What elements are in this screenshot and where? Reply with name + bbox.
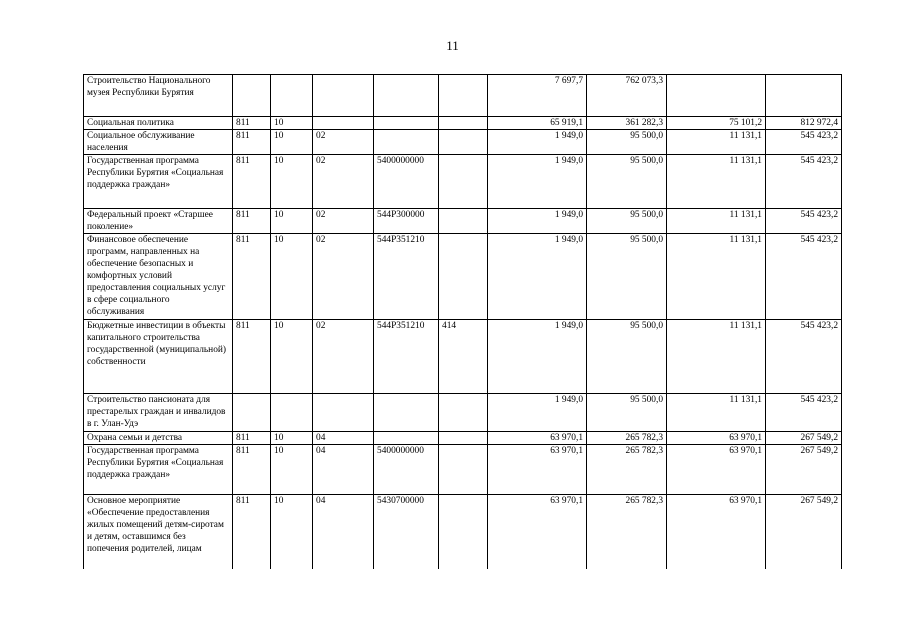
- item-name: Охрана семьи и детства: [84, 432, 233, 445]
- grbs-code: 811: [233, 130, 271, 155]
- amount-col-3: 11 131,1: [667, 234, 766, 320]
- expense-type-code: [439, 234, 488, 320]
- expense-type-code: [439, 209, 488, 234]
- amount-col-1: 65 919,1: [488, 117, 587, 130]
- page-number: 11: [446, 38, 459, 53]
- grbs-code: 811: [233, 155, 271, 209]
- grbs-code: [233, 394, 271, 432]
- amount-col-4: 545 423,2: [766, 234, 842, 320]
- amount-col-1: 1 949,0: [488, 394, 587, 432]
- table-row: [84, 234, 842, 320]
- target-article-code: 544P300000: [374, 209, 439, 234]
- expense-type-code: [439, 75, 488, 117]
- expense-type-code: [439, 155, 488, 209]
- target-article-code: [374, 394, 439, 432]
- grbs-code: 811: [233, 432, 271, 445]
- section-code: 10: [271, 320, 313, 394]
- amount-col-1: 1 949,0: [488, 209, 587, 234]
- table-row: [84, 320, 842, 394]
- section-code: 10: [271, 234, 313, 320]
- amount-col-2: 95 500,0: [587, 130, 667, 155]
- amount-col-1: 7 697,7: [488, 75, 587, 117]
- expense-type-code: [439, 445, 488, 495]
- item-name: Государственная программа Республики Бурятия «Социальная поддержка граждан»: [84, 445, 233, 495]
- amount-col-1: 1 949,0: [488, 130, 587, 155]
- expense-type-code: [439, 130, 488, 155]
- expense-type-code: [439, 495, 488, 569]
- item-name: Социальное обслуживание населения: [84, 130, 233, 155]
- subsection-code: [313, 75, 374, 117]
- item-name: Основное мероприятие «Обеспечение предоставления жилых помещений детям-сиротам и детям, оставшимся без попечения родителей, лицам: [84, 495, 233, 569]
- expense-type-code: [439, 394, 488, 432]
- amount-col-2: 95 500,0: [587, 155, 667, 209]
- item-name: Финансовое обеспечение программ, направленных на обеспечение безопасных и комфортных условий предоставления социальных услуг в сфере социального обслуживания: [84, 234, 233, 320]
- item-name: Бюджетные инвестиции в объекты капитального строительства государственной (муниципальной) собственности: [84, 320, 233, 394]
- target-article-code: [374, 75, 439, 117]
- item-name: Социальная политика: [84, 117, 233, 130]
- amount-col-2: 762 073,3: [587, 75, 667, 117]
- amount-col-3: 63 970,1: [667, 495, 766, 569]
- amount-col-1: 63 970,1: [488, 432, 587, 445]
- table-row: [84, 495, 842, 569]
- expense-type-code: 414: [439, 320, 488, 394]
- grbs-code: 811: [233, 209, 271, 234]
- section-code: 10: [271, 117, 313, 130]
- target-article-code: [374, 130, 439, 155]
- item-name: Государственная программа Республики Бурятия «Социальная поддержка граждан»: [84, 155, 233, 209]
- grbs-code: [233, 75, 271, 117]
- grbs-code: 811: [233, 117, 271, 130]
- amount-col-2: 95 500,0: [587, 234, 667, 320]
- table-row: [84, 445, 842, 495]
- amount-col-4: 812 972,4: [766, 117, 842, 130]
- section-code: 10: [271, 495, 313, 569]
- subsection-code: 02: [313, 234, 374, 320]
- item-name: Строительство Национального музея Республики Бурятия: [84, 75, 233, 117]
- amount-col-4: 267 549,2: [766, 495, 842, 569]
- budget-table: [83, 74, 842, 569]
- section-code: 10: [271, 155, 313, 209]
- grbs-code: 811: [233, 234, 271, 320]
- subsection-code: [313, 394, 374, 432]
- subsection-code: 04: [313, 432, 374, 445]
- subsection-code: [313, 117, 374, 130]
- section-code: 10: [271, 209, 313, 234]
- target-article-code: [374, 432, 439, 445]
- grbs-code: 811: [233, 320, 271, 394]
- subsection-code: 02: [313, 155, 374, 209]
- amount-col-3: 11 131,1: [667, 394, 766, 432]
- target-article-code: 5400000000: [374, 445, 439, 495]
- subsection-code: 02: [313, 130, 374, 155]
- amount-col-2: 265 782,3: [587, 432, 667, 445]
- amount-col-4: 267 549,2: [766, 432, 842, 445]
- amount-col-4: 545 423,2: [766, 130, 842, 155]
- section-code: 10: [271, 432, 313, 445]
- subsection-code: 04: [313, 495, 374, 569]
- section-code: 10: [271, 445, 313, 495]
- target-article-code: [374, 117, 439, 130]
- table-row: [84, 394, 842, 432]
- amount-col-3: 63 970,1: [667, 432, 766, 445]
- amount-col-3: [667, 75, 766, 117]
- section-code: [271, 394, 313, 432]
- table-row: [84, 209, 842, 234]
- grbs-code: 811: [233, 445, 271, 495]
- table-row: [84, 155, 842, 209]
- table-row: [84, 75, 842, 117]
- amount-col-3: 63 970,1: [667, 445, 766, 495]
- amount-col-2: 265 782,3: [587, 495, 667, 569]
- item-name: Федеральный проект «Старшее поколение»: [84, 209, 233, 234]
- amount-col-4: 545 423,2: [766, 320, 842, 394]
- section-code: 10: [271, 130, 313, 155]
- amount-col-2: 361 282,3: [587, 117, 667, 130]
- amount-col-2: 95 500,0: [587, 320, 667, 394]
- amount-col-4: [766, 75, 842, 117]
- target-article-code: 5430700000: [374, 495, 439, 569]
- amount-col-3: 11 131,1: [667, 130, 766, 155]
- amount-col-3: 11 131,1: [667, 209, 766, 234]
- table-row: [84, 130, 842, 155]
- amount-col-1: 63 970,1: [488, 445, 587, 495]
- amount-col-1: 1 949,0: [488, 155, 587, 209]
- subsection-code: 04: [313, 445, 374, 495]
- amount-col-1: 1 949,0: [488, 234, 587, 320]
- table-row: [84, 117, 842, 130]
- amount-col-2: 265 782,3: [587, 445, 667, 495]
- subsection-code: 02: [313, 320, 374, 394]
- amount-col-4: 267 549,2: [766, 445, 842, 495]
- amount-col-4: 545 423,2: [766, 155, 842, 209]
- expense-type-code: [439, 117, 488, 130]
- target-article-code: 5400000000: [374, 155, 439, 209]
- subsection-code: 02: [313, 209, 374, 234]
- target-article-code: 544P351210: [374, 320, 439, 394]
- amount-col-3: 11 131,1: [667, 155, 766, 209]
- amount-col-4: 545 423,2: [766, 394, 842, 432]
- table-row: [84, 432, 842, 445]
- section-code: [271, 75, 313, 117]
- amount-col-1: 1 949,0: [488, 320, 587, 394]
- grbs-code: 811: [233, 495, 271, 569]
- expense-type-code: [439, 432, 488, 445]
- amount-col-1: 63 970,1: [488, 495, 587, 569]
- amount-col-3: 75 101,2: [667, 117, 766, 130]
- target-article-code: 544P351210: [374, 234, 439, 320]
- item-name: Строительство пансионата для престарелых граждан и инвалидов в г. Улан-Удэ: [84, 394, 233, 432]
- amount-col-2: 95 500,0: [587, 394, 667, 432]
- amount-col-4: 545 423,2: [766, 209, 842, 234]
- amount-col-3: 11 131,1: [667, 320, 766, 394]
- amount-col-2: 95 500,0: [587, 209, 667, 234]
